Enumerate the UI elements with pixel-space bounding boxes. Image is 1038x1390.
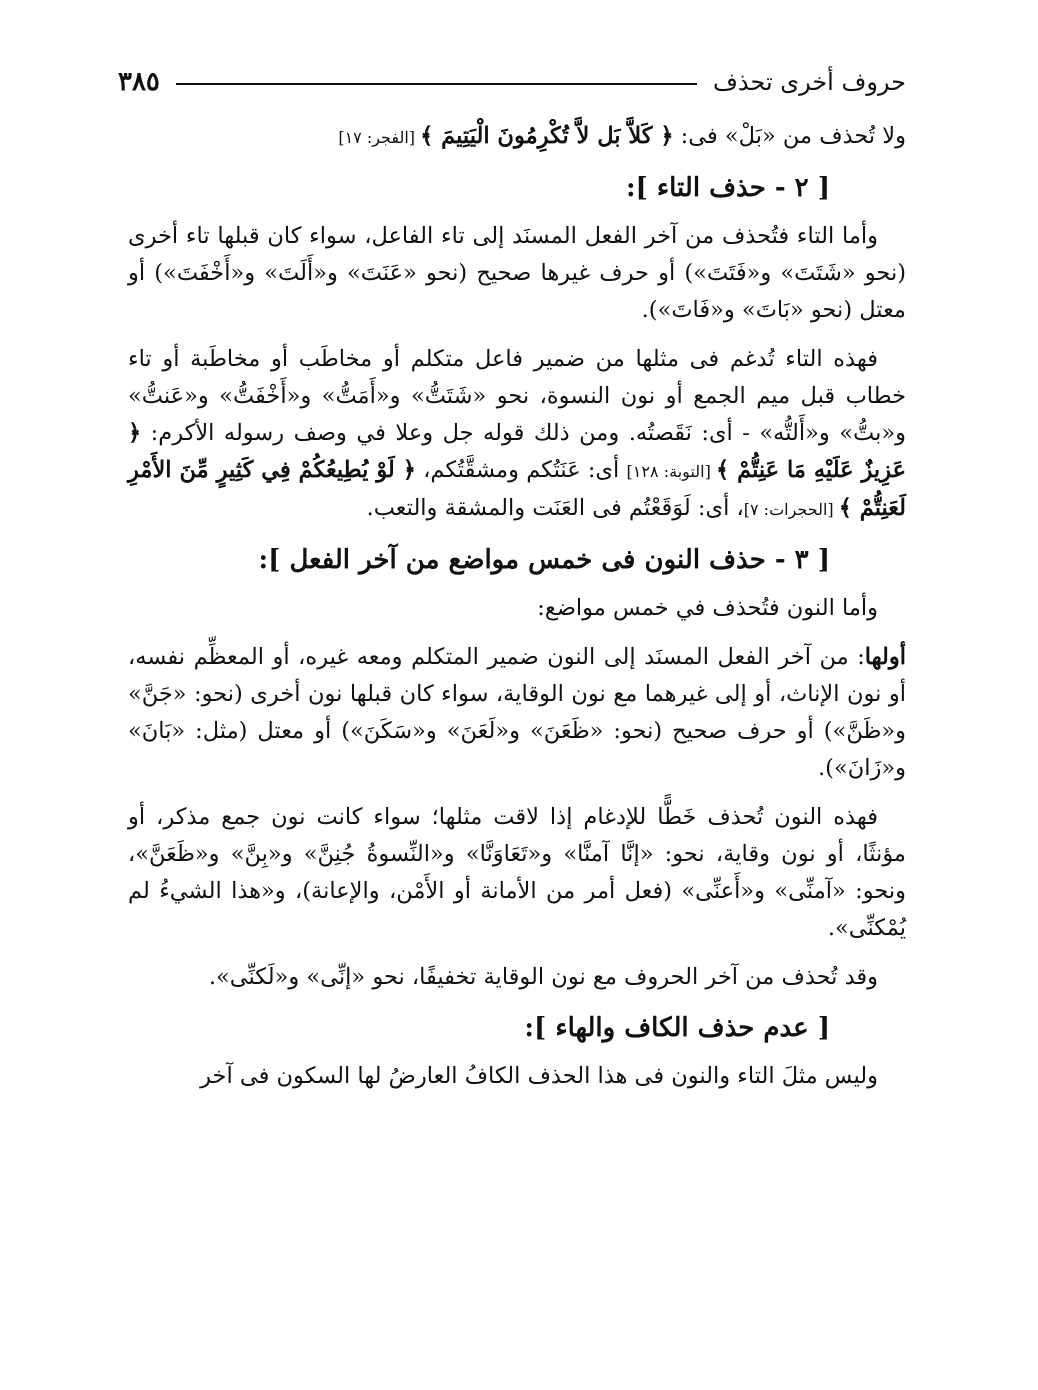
paragraph-text: فهذه التاء تُدغم فى مثلها من ضمير فاعل متكلم أو مخاطَب أو مخاطَبة أو تاء خطاب قبل ميم الجمع أو نون النسوة، نحو «شَتَتُّ» و«أَمَتُّ» و«أَخْفَتُّ» و«عَنتُّ» و«بتُّ» و«أَلتُّه» - أى: نَقَصتُه. ومن ذلك قوله جل وعلا في وصف رسوله الأكرم:: [128, 346, 906, 446]
section-heading-ta: [ ٢ - حذف التاء ]:: [625, 173, 830, 203]
chapter-title: حروف أخرى تحذف: [713, 68, 906, 96]
quran-verse: ﴿ عَزِيزٌ عَلَيْهِ مَا عَنِتُّمْ ﴾: [128, 420, 907, 483]
paragraph-text: أى: عَنَتُكم ومشقَّتُكم،: [415, 457, 627, 483]
paragraph-nun-assimilation: فهذه النون تُحذف خَطًّا للإدغام إذا لاقت مثلها؛ سواء كانت نون جمع مذكر، أو مؤنثًا، أو نون وقاية، نحو: «إنَّا آمنَّا» و«تَعَاوَنَّا» و«النِّسوةُ جُنِنَّ» و«بِنَّ» و«ظَعَنَّ»، ونحو: «آمنِّى» و«أَعنِّى» (فعل أمر من الأمانة أو الأَمْن، والإعانة)، و«هذا الشيءُ لم يُمْكنِّى».: [128, 804, 906, 941]
paragraph-ta-deletion: وأما التاء فتُحذف من آخر الفعل المسنَد إلى تاء الفاعل، سواء كان قبلها تاء أخرى (نحو «شَتَتَ» و«فَتَتَ») أو حرف غيرها صحيح (نحو «عَنَتَ» و«أَلَتَ» و«أَخْفَتَ») أو معتل (نحو «بَاتَ» و«فَاتَ»).: [128, 223, 906, 323]
paragraph-kaf-ha: وليس مثلَ التاء والنون فى هذا الحذف الكافُ العارضُ لها السكون فى آخر: [200, 1063, 878, 1089]
paragraph-nun-first: [128, 639, 906, 787]
verse-reference: [الحجرات: ٧]: [743, 500, 839, 519]
paragraph-bal: [128, 118, 906, 156]
paragraph-lead: أولها: [864, 644, 906, 670]
paragraph-nun-intro: وأما النون فتُحذف في خمس مواضع:: [537, 595, 878, 621]
verse-reference: [الفجر: ١٧]: [338, 128, 421, 147]
quran-verse: ﴿ لَوْ يُطِيعُكُمْ فِي كَثِيرٍ مِّنَ الأَمْرِ لَعَنِتُّمْ ﴾: [128, 457, 906, 521]
quran-verse: ﴿ كَلاَّ بَل لاَّ تُكْرِمُونَ الْيَتِيمَ ﴾: [420, 123, 674, 149]
paragraph-text: ، أى: لَوَقَعْتُم فى العَنَت والمشقة والتعب.: [366, 495, 744, 521]
section-heading-kaf-ha: [ عدم حذف الكاف والهاء ]:: [524, 1013, 830, 1043]
paragraph-text: : من آخر الفعل المسنَد إلى النون ضمير المتكلم ومعه غيره، أو المعظِّم نفسه، أو نون الإناث، أو إلى غيرهما مع نون الوقاية، سواء كان قبلها نون أخرى (نحو: «جَنَّ» و«ظَنَّ») أو حرف صحيح (نحو: «ظَعَنَ» و«لَعَنَ» و«سَكَنَ») أو معتل (مثل: «بَانَ» و«زَانَ»).: [128, 644, 906, 781]
header-rule: [176, 83, 697, 85]
section-heading-nun: [ ٣ - حذف النون فى خمس مواضع من آخر الفعل ]:: [258, 545, 830, 575]
paragraph-ta-assimilation: [128, 341, 906, 528]
page-number: ٣٨٥: [118, 67, 160, 97]
page-body: [128, 118, 906, 1107]
running-header: [118, 62, 906, 102]
paragraph-nun-letters: وقد تُحذف من آخر الحروف مع نون الوقاية تخفيفًا، نحو «إنِّى» و«لَكنِّى».: [208, 964, 878, 990]
verse-reference: [التوبة: ١٢٨]: [626, 462, 717, 481]
paragraph-text: ولا تُحذف من «بَلْ» فى:: [673, 123, 906, 149]
